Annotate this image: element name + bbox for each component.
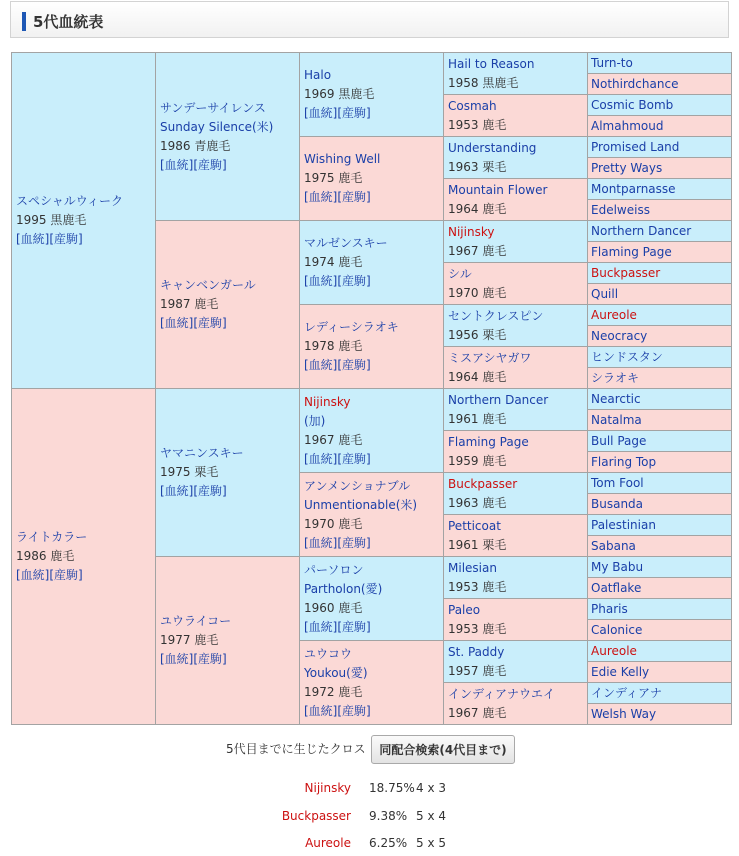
g2-name-link[interactable]: ユウライコー [160, 614, 232, 628]
g3-alt-name-link[interactable]: (加) [304, 413, 326, 428]
g2-info: 1975 栗毛 [160, 465, 219, 479]
g5-name-link[interactable]: Northern Dancer [591, 223, 692, 238]
pedigree-link[interactable]: [血統] [304, 358, 338, 372]
g5-name-link[interactable]: Palestinian [591, 517, 656, 532]
g3-info: 1960 鹿毛 [304, 600, 363, 615]
g5-name-link[interactable]: Neocracy [591, 328, 648, 343]
dam-name-link[interactable]: ライトカラー [16, 530, 88, 544]
g5-name-link[interactable]: Pharis [591, 601, 628, 616]
g5-name-link[interactable]: Natalma [591, 412, 642, 427]
g2-info: 1987 鹿毛 [160, 297, 219, 311]
g4-cell [444, 305, 588, 347]
g4-name-link[interactable]: セントクレスピン [448, 308, 544, 323]
progeny-link[interactable]: [産駒] [337, 619, 371, 634]
g3-alt-name-link[interactable]: Youkou(愛) [304, 665, 368, 680]
g5-cell [588, 704, 732, 725]
g3-alt-name-link[interactable]: Partholon(愛) [304, 581, 383, 596]
g5-cell [588, 263, 732, 284]
g4-name-link[interactable]: Petticoat [448, 518, 501, 533]
g3-info: 1970 鹿毛 [304, 516, 363, 531]
pedigree-link[interactable]: [血統] [160, 484, 194, 498]
g4-cell [444, 473, 588, 515]
pedigree-link[interactable]: [血統] [304, 535, 338, 550]
g3-info: 1978 鹿毛 [304, 339, 363, 353]
g5-name-link[interactable]: Flaming Page [591, 244, 672, 259]
g3-cell [300, 641, 444, 725]
g2-cell [156, 389, 300, 557]
g4-info: 1963 栗毛 [448, 159, 507, 174]
g5-name-link[interactable]: Promised Land [591, 139, 680, 154]
g5-cell [588, 326, 732, 347]
g3-name-link[interactable]: Wishing Well [304, 152, 381, 166]
g4-name-link[interactable]: Understanding [448, 140, 537, 155]
g5-cell [588, 74, 732, 95]
g4-name-link[interactable]: Cosmah [448, 98, 497, 113]
g2-name-link[interactable]: キャンベンガール [160, 278, 256, 292]
g3-name-link[interactable]: レディーシラオキ [304, 320, 399, 334]
g5-name-link[interactable]: Calonice [591, 622, 643, 637]
g5-cell [588, 347, 732, 368]
g2-info: 1977 鹿毛 [160, 633, 219, 647]
g5-cell [588, 578, 732, 599]
g5-cell [588, 158, 732, 179]
dam-cell [12, 389, 156, 725]
g5-cell [588, 179, 732, 200]
g4-info: 1956 栗毛 [448, 327, 507, 342]
g5-name-link[interactable]: インディアナ [591, 685, 663, 700]
g5-name-link[interactable]: Welsh Way [591, 706, 657, 721]
g5-cell [588, 284, 732, 305]
g4-name-link[interactable]: St. Paddy [448, 644, 505, 659]
cross-percent: 9.38% [369, 809, 408, 823]
cross-section-title: 5代目までに生じたクロス [226, 742, 366, 756]
pedigree-link[interactable]: [血統] [160, 316, 194, 330]
sire-cell [12, 53, 156, 389]
g5-name-link[interactable]: Bull Page [591, 433, 647, 448]
pedigree-link[interactable]: [血統] [160, 157, 194, 172]
g3-cell [300, 389, 444, 473]
g3-cell [300, 137, 444, 221]
g4-info: 1963 鹿毛 [448, 495, 507, 510]
g5-cell [588, 536, 732, 557]
g5-cell [588, 242, 732, 263]
g4-info: 1967 鹿毛 [448, 705, 507, 720]
dam-info: 1986 鹿毛 [16, 549, 75, 563]
g5-cell [588, 557, 732, 578]
g5-cell [588, 599, 732, 620]
cross-horse-name[interactable]: Buckpasser [281, 809, 351, 823]
pedigree-link[interactable]: [血統] [16, 568, 50, 582]
g5-cell [588, 431, 732, 452]
g4-name-link[interactable]: インディアナウエイ [448, 686, 556, 701]
g5-cell [588, 389, 732, 410]
g5-cell [588, 515, 732, 536]
g4-info: 1967 鹿毛 [448, 243, 507, 258]
section-title: 5代血統表 [33, 13, 104, 31]
cross-horse-name[interactable]: Nijinsky [304, 781, 351, 795]
g5-cell [588, 494, 732, 515]
g4-cell [444, 515, 588, 557]
g4-info: 1964 鹿毛 [448, 201, 507, 216]
g4-info: 1953 鹿毛 [448, 117, 507, 132]
cross-horse-name[interactable]: Aureole [305, 836, 351, 850]
cross-generation: 5 x 4 [416, 809, 446, 823]
g2-cell [156, 53, 300, 221]
g2-name-link[interactable]: ヤマニンスキー [160, 446, 244, 460]
cross-percent: 6.25% [369, 836, 408, 850]
pedigree-link[interactable]: [血統] [16, 232, 50, 246]
g5-name-link[interactable]: Montparnasse [591, 181, 676, 196]
g5-name-link[interactable]: ヒンドスタン [591, 349, 663, 364]
g4-info: 1958 黒鹿毛 [448, 75, 519, 90]
cross-generation: 5 x 5 [416, 836, 446, 850]
progeny-link[interactable]: [産駒] [193, 484, 227, 498]
g5-cell [588, 641, 732, 662]
g5-cell [588, 305, 732, 326]
g2-name-link[interactable]: サンデーサイレンス [160, 100, 266, 115]
g4-name-link[interactable]: Flaming Page [448, 434, 529, 449]
g5-cell [588, 95, 732, 116]
g4-cell [444, 221, 588, 263]
progeny-link[interactable]: [産駒] [337, 274, 371, 288]
g4-name-link[interactable]: Milesian [448, 560, 497, 575]
g3-cell [300, 305, 444, 389]
g4-cell [444, 389, 588, 431]
g5-name-link[interactable]: Edie Kelly [591, 664, 650, 679]
pedigree-link[interactable]: [血統] [304, 274, 338, 288]
g5-cell [588, 452, 732, 473]
g4-name-link[interactable]: Buckpasser [448, 476, 518, 491]
g5-name-link[interactable]: Cosmic Bomb [591, 97, 674, 112]
progeny-link[interactable]: [産駒] [337, 703, 371, 718]
g5-cell [588, 662, 732, 683]
g3-info: 1967 鹿毛 [304, 432, 363, 447]
cross-percent: 18.75% [369, 781, 415, 795]
g4-info: 1970 鹿毛 [448, 285, 507, 300]
g4-cell [444, 683, 588, 725]
g3-info: 1969 黒鹿毛 [304, 87, 375, 101]
g5-cell [588, 620, 732, 641]
g4-cell [444, 137, 588, 179]
g5-cell [588, 683, 732, 704]
g4-name-link[interactable]: Northern Dancer [448, 392, 549, 407]
progeny-link[interactable]: [産駒] [49, 568, 83, 582]
g4-name-link[interactable]: Paleo [448, 602, 481, 617]
g3-cell [300, 221, 444, 305]
g5-name-link[interactable]: Aureole [591, 643, 637, 658]
g3-name-link[interactable]: マルゼンスキー [304, 236, 388, 250]
g5-cell [588, 221, 732, 242]
g5-name-link[interactable]: Quill [591, 286, 619, 301]
g5-name-link[interactable]: Sabana [591, 538, 636, 553]
g4-name-link[interactable]: Nijinsky [448, 224, 495, 239]
g5-name-link[interactable]: Pretty Ways [591, 160, 663, 175]
g5-name-link[interactable]: シラオキ [591, 370, 640, 385]
g4-cell [444, 53, 588, 95]
g5-name-link[interactable]: Busanda [591, 496, 644, 511]
g2-cell [156, 221, 300, 389]
progeny-link[interactable]: [産駒] [337, 451, 371, 466]
progeny-link[interactable]: [産駒] [193, 316, 227, 330]
g3-cell [300, 53, 444, 137]
cross-generation: 4 x 3 [416, 781, 446, 795]
g5-cell [588, 116, 732, 137]
g4-info: 1953 鹿毛 [448, 621, 507, 636]
g4-info: 1961 栗毛 [448, 537, 507, 552]
pedigree-link[interactable]: [血統] [304, 619, 338, 634]
g4-cell [444, 641, 588, 683]
g4-info: 1964 鹿毛 [448, 369, 507, 384]
g5-name-link[interactable]: Nothirdchance [591, 76, 679, 91]
progeny-link[interactable]: [産駒] [337, 535, 371, 550]
g3-name-link[interactable]: Halo [304, 68, 332, 82]
g5-name-link[interactable]: Tom Fool [591, 475, 644, 490]
pedigree-link[interactable]: [血統] [160, 652, 194, 666]
g3-name-link[interactable]: Nijinsky [304, 394, 351, 409]
progeny-link[interactable]: [産駒] [49, 232, 83, 246]
g4-name-link[interactable]: Hail to Reason [448, 56, 535, 71]
pedigree-table [11, 52, 732, 725]
g5-name-link[interactable]: Oatflake [591, 580, 642, 595]
g4-cell [444, 263, 588, 305]
g5-name-link[interactable]: Aureole [591, 307, 637, 322]
g4-cell [444, 431, 588, 473]
g5-name-link[interactable]: Nearctic [591, 391, 641, 406]
g2-alt-name-link[interactable]: Sunday Silence(米) [160, 119, 274, 134]
g5-cell [588, 473, 732, 494]
g4-cell [444, 179, 588, 221]
g3-cell [300, 473, 444, 557]
g5-name-link[interactable]: Buckpasser [591, 265, 661, 280]
g2-cell [156, 557, 300, 725]
g4-info: 1957 鹿毛 [448, 663, 507, 678]
g5-cell [588, 410, 732, 431]
g4-name-link[interactable]: シル [448, 266, 472, 281]
g5-name-link[interactable]: Edelweiss [591, 202, 650, 217]
similar-breeding-search-button[interactable]: 同配合検索(4代目まで) [371, 735, 515, 764]
g5-cell [588, 368, 732, 389]
progeny-link[interactable]: [産駒] [337, 358, 371, 372]
progeny-link[interactable]: [産駒] [193, 157, 227, 172]
progeny-link[interactable]: [産駒] [337, 106, 371, 120]
progeny-link[interactable]: [産駒] [193, 652, 227, 666]
g3-info: 1974 鹿毛 [304, 255, 363, 269]
g5-cell [588, 137, 732, 158]
g3-name-link[interactable]: パーソロン [304, 562, 364, 577]
sire-info: 1995 黒鹿毛 [16, 213, 87, 227]
sire-name-link[interactable]: スペシャルウィーク [16, 194, 124, 208]
g3-cell [300, 557, 444, 641]
g4-cell [444, 599, 588, 641]
g4-info: 1961 鹿毛 [448, 411, 507, 426]
g5-name-link[interactable]: Turn-to [591, 55, 633, 70]
pedigree-link[interactable]: [血統] [304, 703, 338, 718]
g3-info: 1972 鹿毛 [304, 684, 363, 699]
g4-name-link[interactable]: ミスアシヤガワ [448, 350, 532, 365]
g5-cell [588, 200, 732, 221]
progeny-link[interactable]: [産駒] [337, 190, 371, 204]
pedigree-link[interactable]: [血統] [304, 190, 338, 204]
g4-cell [444, 95, 588, 137]
pedigree-link[interactable]: [血統] [304, 451, 338, 466]
g3-alt-name-link[interactable]: Unmentionable(米) [304, 497, 418, 512]
g2-info: 1986 青鹿毛 [160, 138, 231, 153]
g4-info: 1953 鹿毛 [448, 579, 507, 594]
section-header [10, 1, 729, 38]
g3-info: 1975 鹿毛 [304, 171, 363, 185]
g4-info: 1959 鹿毛 [448, 453, 507, 468]
g5-cell [588, 53, 732, 74]
g3-name-link[interactable]: アンメンショナブル [304, 478, 411, 493]
g5-name-link[interactable]: My Babu [591, 559, 644, 574]
pedigree-link[interactable]: [血統] [304, 106, 338, 120]
g4-cell [444, 347, 588, 389]
title-accent-bar [22, 12, 26, 31]
g5-name-link[interactable]: Almahmoud [591, 118, 664, 133]
g5-name-link[interactable]: Flaring Top [591, 454, 657, 469]
g3-name-link[interactable]: ユウコウ [304, 646, 353, 661]
g4-name-link[interactable]: Mountain Flower [448, 182, 548, 197]
g4-cell [444, 557, 588, 599]
